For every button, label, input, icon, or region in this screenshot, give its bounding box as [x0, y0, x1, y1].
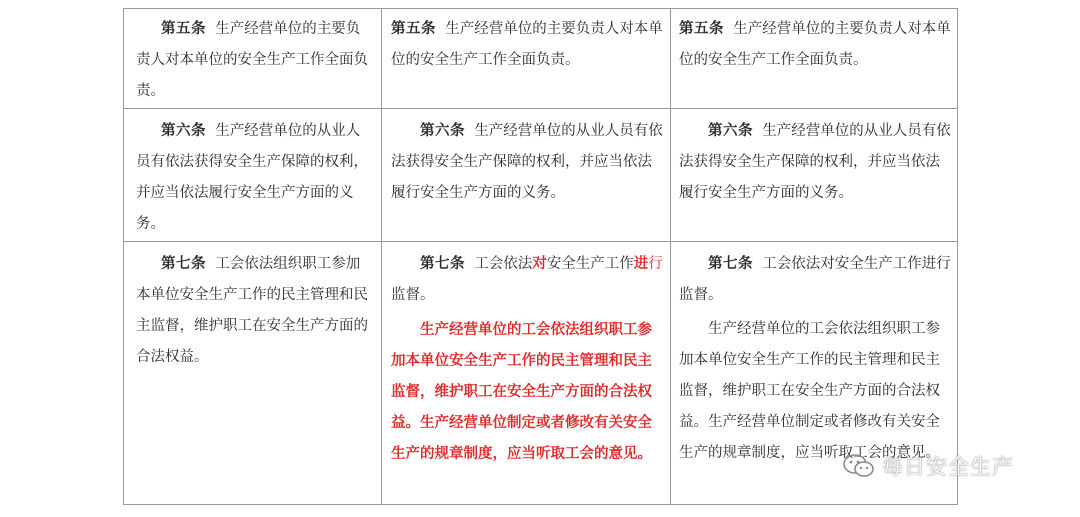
article-text-part: 安全生产工作: [546, 256, 634, 272]
cell-article-7-col3: [679, 248, 951, 469]
inserted-text: 行: [648, 256, 663, 272]
cell-article-5-col2: [391, 13, 663, 76]
article-label: 第七条: [708, 255, 753, 272]
cell-article-5-col1: [136, 13, 371, 107]
article-paragraph: 生产经营单位的工会依法组织职工参加本单位安全生产工作的民主管理和民主监督，维护职工在安全生产方面的合法权益。生产经营单位制定或者修改有关安全生产的规章制度，应当听取工会的意见。: [679, 321, 940, 461]
column-divider: [670, 9, 671, 504]
article-label: 第六条: [161, 122, 206, 139]
row-divider: [124, 241, 957, 242]
article-label: 第六条: [708, 122, 753, 139]
article-label: 第五条: [161, 20, 206, 37]
cell-article-6-col3: [679, 115, 951, 209]
article-label: 第五条: [391, 20, 436, 37]
wechat-icon: [842, 452, 876, 480]
comparison-table: [123, 8, 958, 505]
cell-article-7-col1: [136, 248, 371, 373]
article-text: 生产经营单位的主要负责人对本单位的安全生产工作全面负责。: [136, 21, 368, 99]
article-text: 生产经营单位的从业人员有依法获得安全生产保障的权利，并应当依法履行安全生产方面的义务。: [679, 123, 951, 201]
column-divider: [381, 9, 382, 504]
article-label: 第五条: [679, 20, 724, 37]
inserted-paragraph: 生产经营单位的工会依法组织职工参加本单位安全生产工作的民主管理和民主监督，维护职工在安全生产方面的合法权益。生产经营单位制定或者修改有关安全生产的规章制度，应当听取工会的意见。: [391, 321, 652, 462]
cell-article-6-col1: [136, 115, 371, 240]
article-text-part: 工会依法: [474, 256, 533, 272]
article-label: 第七条: [420, 255, 465, 272]
inserted-text: 进: [633, 255, 649, 272]
article-text: 生产经营单位的主要负责人对本单位的安全生产工作全面负责。: [391, 21, 663, 68]
cell-article-6-col2: [391, 115, 663, 209]
inserted-text: 对: [532, 255, 547, 272]
cell-article-5-col3: [679, 13, 951, 76]
article-label: 第六条: [420, 122, 465, 139]
article-text: 生产经营单位的从业人员有依法获得安全生产保障的权利，并应当依法履行安全生产方面的义务。: [136, 123, 368, 232]
article-label: 第七条: [161, 255, 206, 272]
article-text: 工会依法组织职工参加本单位安全生产工作的民主管理和民主监督，维护职工在安全生产方面的合法权益。: [136, 256, 368, 365]
cell-article-7-col2: [391, 248, 663, 469]
watermark: [842, 450, 1014, 482]
article-text: 生产经营单位的从业人员有依法获得安全生产保障的权利，并应当依法履行安全生产方面的义务。: [391, 123, 663, 201]
article-text: 生产经营单位的主要负责人对本单位的安全生产工作全面负责。: [679, 21, 951, 68]
watermark-text: 每日安全生产: [882, 455, 1014, 479]
article-text-part: 监督。: [391, 287, 435, 303]
row-divider: [124, 108, 957, 109]
article-text: 工会依法对安全生产工作进行监督。: [679, 256, 951, 303]
